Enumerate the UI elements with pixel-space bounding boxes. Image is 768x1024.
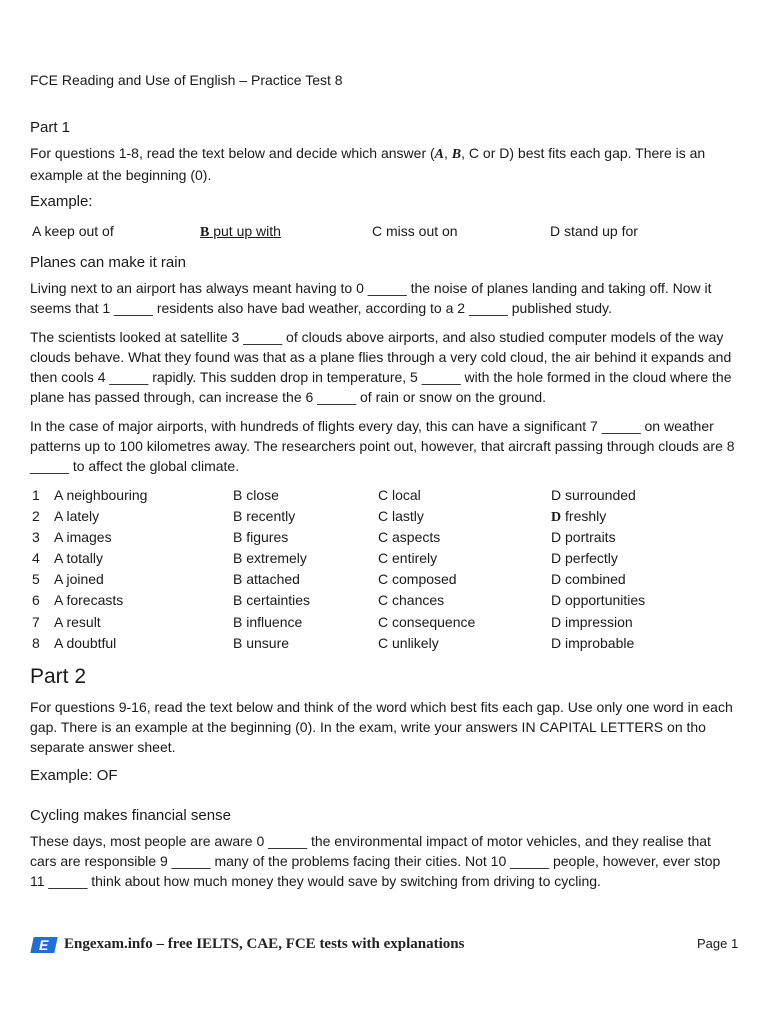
part1-heading: Part 1 bbox=[30, 119, 71, 136]
option-b: B influence bbox=[233, 613, 303, 630]
option-d: D surrounded bbox=[551, 487, 636, 503]
instructions-separator: , bbox=[444, 145, 452, 161]
option-b: B figures bbox=[233, 529, 289, 546]
question-number: 1 bbox=[32, 487, 40, 503]
option-a: A neighbouring bbox=[54, 487, 148, 503]
example-label: Example: bbox=[30, 193, 93, 210]
question-number: 7 bbox=[32, 613, 40, 630]
paragraph-3: In the case of major airports, with hundreds of flights every day, this can have a significant 7 _____ on weather patterns up to 100 kilometres away. The researchers point out, however, that aircraft passing through clouds are 8 _____ to affect the global climate. bbox=[30, 418, 735, 474]
page-number: Page 1 bbox=[697, 936, 739, 951]
option-a: A lately bbox=[54, 508, 100, 525]
text-title-cycling: Cycling makes financial sense bbox=[30, 807, 231, 824]
option-c: C composed bbox=[378, 571, 457, 588]
option-c: C entirely bbox=[378, 550, 438, 567]
part2-instructions: For questions 9-16, read the text below and think of the word which best fits each gap. Use only one word in each gap. There is an example at the beginning (0). In the exam, write your answers IN CAPITAL LETTERS on tho separate answer sheet. bbox=[30, 699, 733, 755]
option-d: D combined bbox=[551, 571, 626, 588]
document-title: FCE Reading and Use of English – Practice Test 8 bbox=[30, 72, 343, 88]
part1-instructions bbox=[30, 143, 735, 185]
instructions-letter-b: B bbox=[451, 147, 462, 162]
option-a: A images bbox=[54, 529, 112, 546]
example-option-a: A keep out of bbox=[32, 223, 114, 239]
option-c: C consequence bbox=[378, 613, 476, 630]
option-b: B recently bbox=[233, 508, 296, 525]
part2-paragraph: These days, most people are aware 0 _____ the environmental impact of motor vehicles, and they realise that cars are responsible 9 _____ many of the problems facing their cities. Not 10 _____ people, however, ever stop 11 _____ think about how much money they would save by switching from driving to cycling. bbox=[30, 833, 721, 889]
example-option-b bbox=[200, 223, 281, 241]
option-c: C unlikely bbox=[378, 634, 439, 651]
paragraph-1: Living next to an airport has always meant having to 0 _____ the noise of planes landing and taking off. Now it seems that 1 _____ residents also have bad weather, according to a 2 _____ published study. bbox=[30, 280, 712, 316]
option-b: B certainties bbox=[233, 592, 311, 609]
part2-heading: Part 2 bbox=[30, 665, 87, 688]
engexam-logo-icon: E bbox=[30, 937, 57, 953]
option-a: A doubtful bbox=[54, 634, 117, 651]
example-option-b-text: put up with bbox=[209, 223, 281, 239]
option-c: C aspects bbox=[378, 529, 441, 546]
option-c: C local bbox=[378, 487, 421, 503]
paragraph-2: The scientists looked at satellite 3 _____ of clouds above airports, and also studied computer models of the way clouds behave. What they found was that as a plane flies through a very cold cloud, the air behind it expands and then cools 4 _____ rapidly. This sudden drop in temperature, 5 _____ with the hole formed in the cloud where the plane has passed through, can increase the 6 _____ of rain or snow on the ground. bbox=[30, 329, 732, 405]
option-b: B close bbox=[233, 487, 279, 503]
question-number: 3 bbox=[32, 529, 40, 546]
option-d-letter: D bbox=[551, 510, 562, 526]
example-option-c: C miss out on bbox=[372, 223, 458, 239]
option-a: A result bbox=[54, 613, 101, 630]
option-d: D perfectly bbox=[551, 550, 618, 567]
question-number: 5 bbox=[32, 571, 40, 588]
question-number: 6 bbox=[32, 592, 40, 609]
option-a: A joined bbox=[54, 571, 104, 588]
option-d-text: freshly bbox=[561, 508, 607, 525]
question-number: 8 bbox=[32, 634, 40, 651]
option-b: B extremely bbox=[233, 550, 307, 567]
instructions-text-end: , C or D) best fits each gap. There is an example at the beginning (0). bbox=[30, 145, 706, 183]
option-b: B unsure bbox=[233, 634, 290, 651]
option-d: D improbable bbox=[551, 634, 635, 651]
option-d: D portraits bbox=[551, 529, 616, 546]
question-number: 4 bbox=[32, 550, 40, 567]
option-a: A forecasts bbox=[54, 592, 124, 609]
part2-example: Example: OF bbox=[30, 767, 118, 784]
option-d bbox=[551, 508, 606, 526]
instructions-letter-a: A bbox=[434, 147, 445, 162]
footer-site-link[interactable]: Engexam.info – free IELTS, CAE, FCE tests with explanations bbox=[64, 936, 465, 952]
example-option-b-letter: B bbox=[200, 225, 210, 240]
option-c: C lastly bbox=[378, 508, 424, 525]
text-title-planes: Planes can make it rain bbox=[30, 254, 186, 271]
question-number: 2 bbox=[32, 508, 40, 525]
instructions-text: For questions 1-8, read the text below and decide which answer ( bbox=[30, 145, 435, 161]
option-a: A totally bbox=[54, 550, 104, 567]
option-d: D opportunities bbox=[551, 592, 646, 609]
option-d: D impression bbox=[551, 613, 633, 630]
option-b: B attached bbox=[233, 571, 300, 588]
option-c: C chances bbox=[378, 592, 445, 609]
example-option-d: D stand up for bbox=[550, 223, 638, 239]
